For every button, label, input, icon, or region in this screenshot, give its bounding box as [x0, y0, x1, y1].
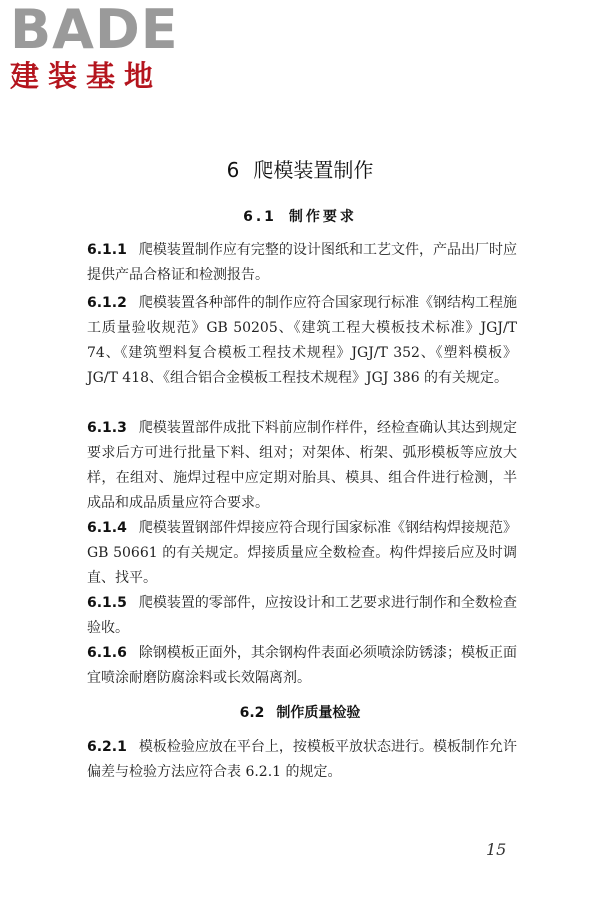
section-number: 6.2 — [239, 705, 265, 721]
clause-number: 6.1.6 — [87, 645, 127, 661]
clause-number: 6.1.4 — [87, 520, 127, 536]
clause-text: 爬模装置部件成批下料前应制作样件，经检查确认其达到规定要求后方可进行批量下料、组对；对架体、桁架、弧形模板等应放大样，在组对、施焊过程中应定期对胎具、模具、组合件进行检测，半成品和成品质量应符合要求。 — [87, 420, 517, 511]
clause-6-1-3 — [87, 416, 517, 516]
clause-text: 爬模装置制作应有完整的设计图纸和工艺文件，产品出厂时应提供产品合格证和检测报告。 — [87, 242, 517, 283]
section-title-6-2 — [0, 702, 600, 724]
clause-6-1-2 — [87, 291, 517, 391]
clause-text: 爬模装置各种部件的制作应符合国家现行标准《钢结构工程施工质量验收规范》GB 50205、《建筑工程大模板技术标准》JGJ/T 74、《建筑塑料复合模板工程技术规程》JGJ/T 352、《塑料模板》JG/T 418、《组合铝合金模板工程技术规程》JGJ 386 的有关规定。 — [87, 295, 517, 386]
section-title-text: 制作质量检验 — [276, 705, 361, 721]
clause-6-1-5 — [87, 591, 517, 641]
clause-number: 6.1.1 — [87, 242, 127, 258]
chapter-title — [0, 156, 600, 184]
section-title-6-1 — [0, 206, 600, 228]
clause-text: 除钢模板正面外，其余钢构件表面必须喷涂防锈漆；模板正面宜喷涂耐磨防腐涂料或长效隔离剂。 — [87, 645, 517, 686]
clause-text: 爬模装置钢部件焊接应符合现行国家标准《钢结构焊接规范》GB 50661 的有关规定。焊接质量应全数检查。构件焊接后应及时调直、找平。 — [87, 520, 517, 586]
logo-subtitle: 建装基地 — [10, 59, 163, 93]
clause-6-1-1 — [87, 238, 517, 288]
bade-logo — [10, 2, 180, 102]
clause-6-1-4 — [87, 516, 517, 591]
section-number: 6.1 — [243, 209, 277, 225]
clause-number: 6.1.2 — [87, 295, 127, 311]
logo-wordmark: BADE — [10, 0, 179, 61]
clause-number: 6.1.3 — [87, 420, 127, 436]
chapter-title-text: 爬模装置制作 — [253, 158, 374, 182]
section-title-text: 制作要求 — [288, 209, 357, 225]
clause-6-2-1 — [87, 735, 517, 785]
clause-text: 模板检验应放在平台上，按模板平放状态进行。模板制作允许偏差与检验方法应符合表 6.2.1 的规定。 — [87, 739, 517, 780]
clause-6-1-6 — [87, 641, 517, 691]
clause-text: 爬模装置的零部件，应按设计和工艺要求进行制作和全数检查验收。 — [87, 595, 517, 636]
clause-number: 6.2.1 — [87, 739, 127, 755]
clause-number: 6.1.5 — [87, 595, 127, 611]
chapter-number: 6 — [226, 158, 240, 182]
page-number: 15 — [486, 840, 507, 859]
